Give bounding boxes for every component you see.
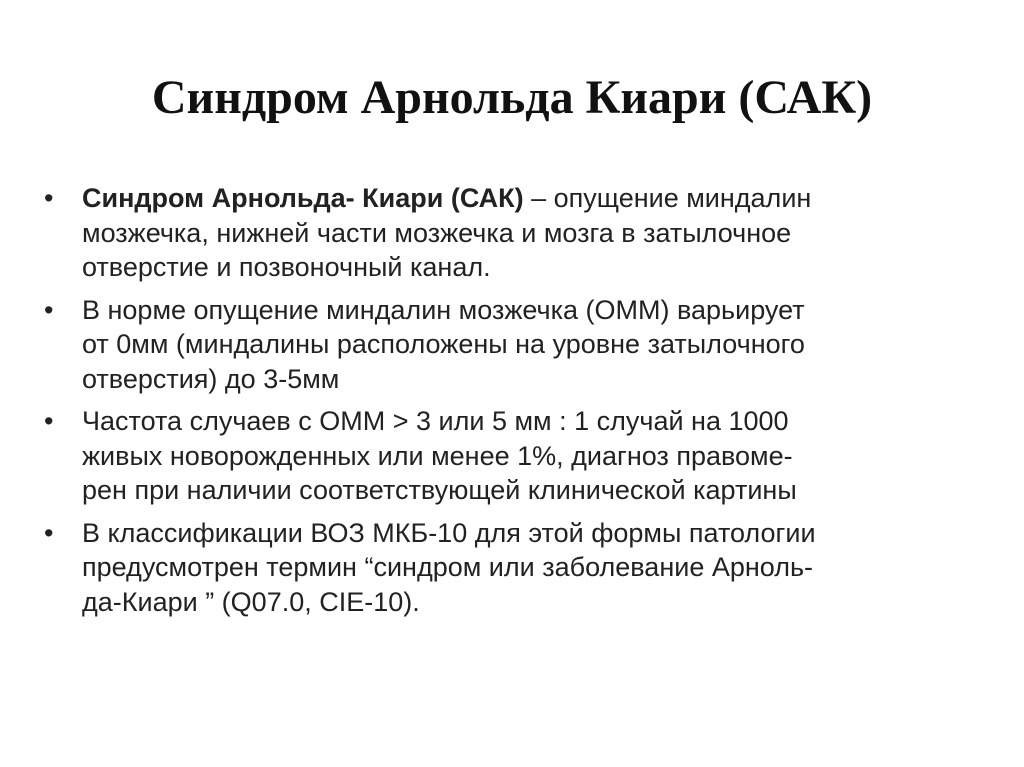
bullet-dot-icon: • (44, 406, 54, 436)
bullet-item (44, 516, 982, 620)
bullet-line: от 0мм (миндалины расположены на уровне затылочного (82, 329, 805, 359)
bullet-item (44, 404, 982, 508)
bullet-dot-icon: • (44, 294, 54, 325)
bullet-list (44, 181, 982, 627)
bullet-dot-icon: • (44, 517, 54, 548)
bullet-line: предусмотрен термин “синдром или заболевание Арноль- (82, 552, 814, 582)
bullet-line (82, 181, 982, 216)
bullet-line: да-Киари ” (Q07.0, CIE-10). (82, 586, 420, 617)
bullet-line: мозжечка, нижней части мозжечка и мозга в затылочное (82, 217, 792, 248)
bullet-item (44, 181, 982, 285)
term-bold: Синдром Арнольда- Киари (САК) (82, 183, 524, 213)
slide-title: Синдром Арнольда Киари (САК) (151, 71, 873, 124)
bullet-dot-icon: • (44, 183, 54, 213)
bullet-line: отверстия) до 3-5мм (82, 363, 340, 394)
bullet-line: В классификации ВОЗ МКБ-10 для этой формы патологии (82, 517, 816, 548)
bullet-line: В норме опущение миндалин мозжечка (ОММ) варьирует (82, 294, 805, 325)
definition-text: – опущение миндалин (523, 183, 812, 213)
bullet-item (44, 293, 982, 397)
bullet-line: Частота случаев с ОММ > 3 или 5 мм : 1 случай на 1000 (82, 406, 789, 436)
bullet-line: рен при наличии соответствующей клинической картины (82, 475, 797, 505)
bullet-line: отверстие и позвоночный канал. (82, 252, 491, 282)
bullet-line: живых новорожденных или менее 1%, диагноз правоме- (82, 440, 793, 471)
